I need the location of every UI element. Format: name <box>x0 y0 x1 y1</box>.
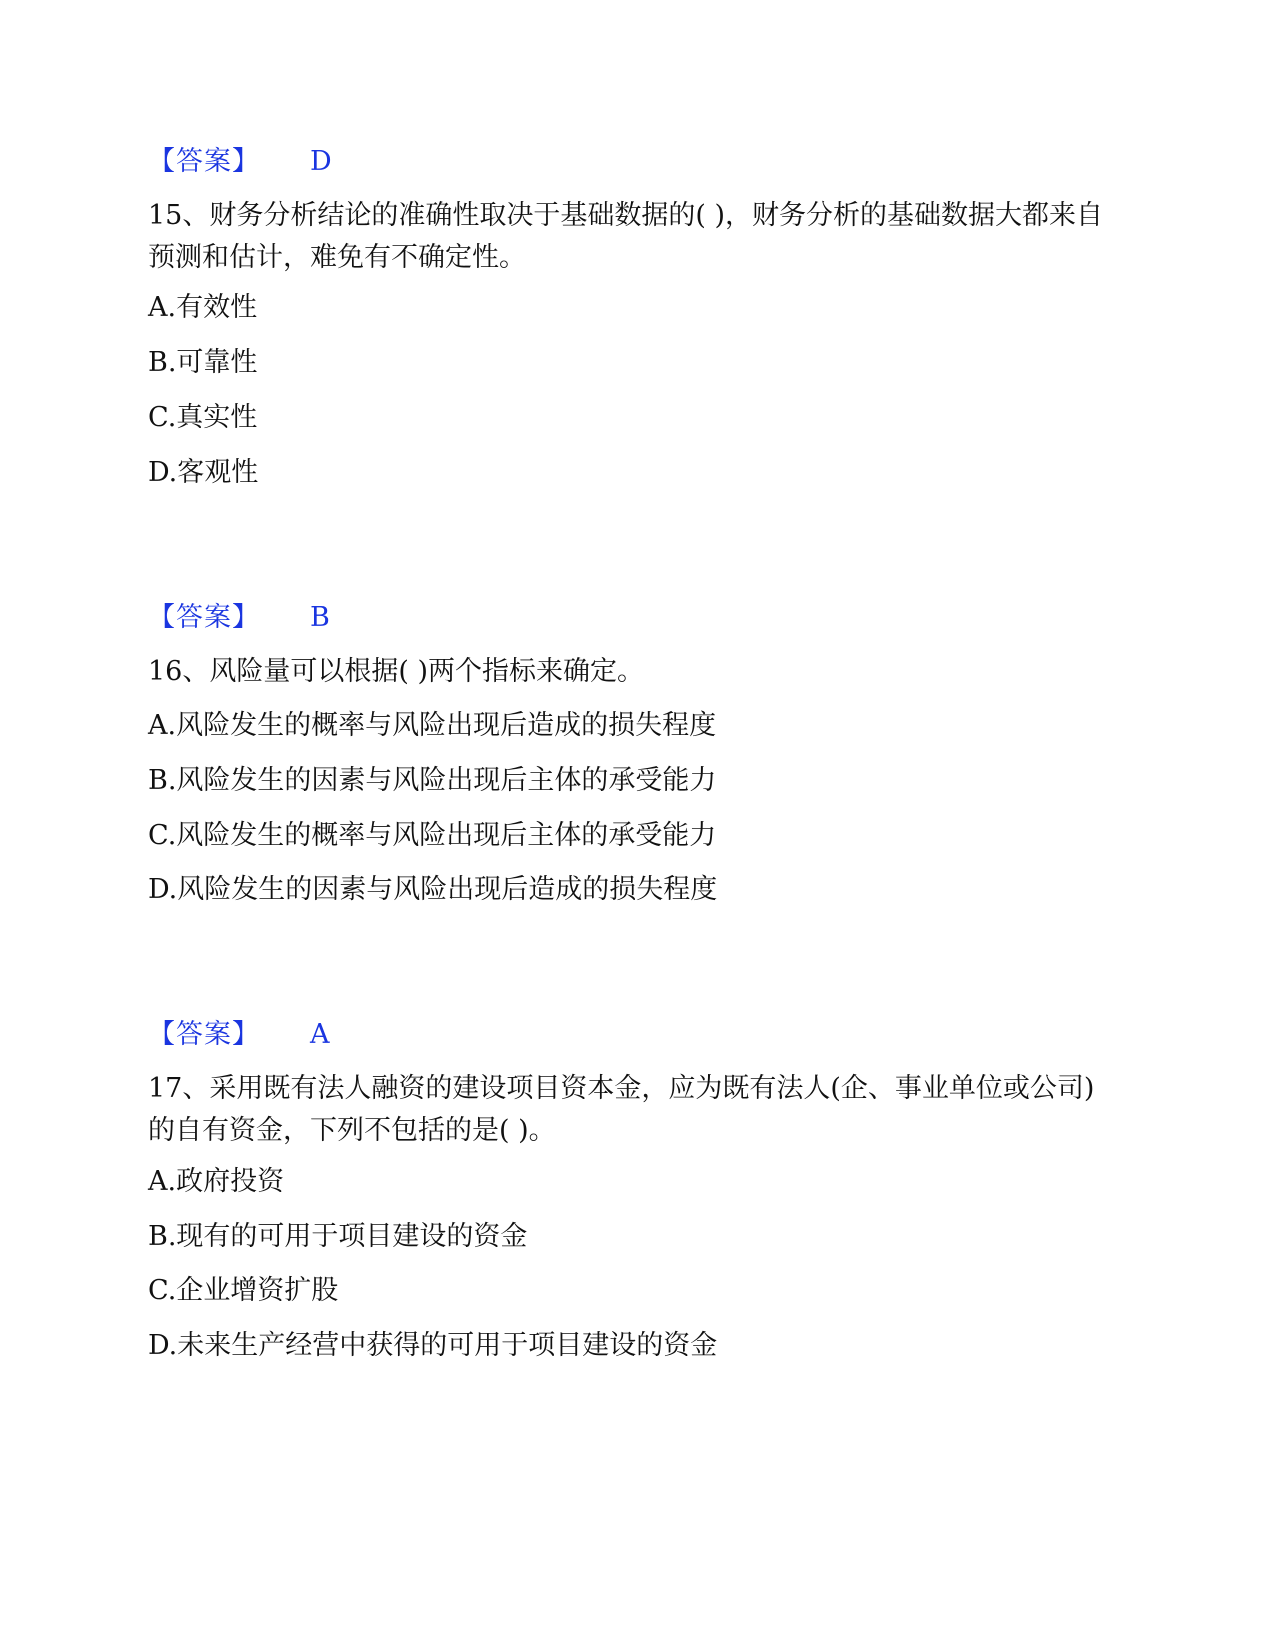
answer-line <box>148 1013 330 1057</box>
option-d: D.风险发生的因素与风险出现后造成的损失程度 <box>148 874 718 905</box>
option-b: B.风险发生的因素与风险出现后主体的承受能力 <box>148 765 717 796</box>
option-a: A.风险发生的概率与风险出现后造成的损失程度 <box>148 710 717 741</box>
answer-value: A <box>310 1019 330 1050</box>
answer-value: D <box>310 146 332 177</box>
option-a: A.有效性 <box>148 292 258 323</box>
option-b: B.可靠性 <box>148 347 258 378</box>
answer-label: 【答案】 <box>148 602 260 633</box>
answer-label: 【答案】 <box>148 1019 260 1050</box>
question-text: 17、采用既有法人融资的建设项目资本金，应为既有法人(企、事业单位或公司)的自有资金，下列不包括的是( )。 <box>148 1073 1095 1146</box>
answer-label: 【答案】 <box>148 146 260 177</box>
answer-line <box>148 140 332 184</box>
answer-line <box>148 596 330 640</box>
question-text: 15、财务分析结论的准确性取决于基础数据的( )，财务分析的基础数据大都来自预测和估计，难免有不确定性。 <box>148 200 1104 273</box>
question-text: 16、风险量可以根据( )两个指标来确定。 <box>148 656 645 687</box>
option-c: C.风险发生的概率与风险出现后主体的承受能力 <box>148 820 717 851</box>
option-c: C.企业增资扩股 <box>148 1275 339 1306</box>
option-b: B.现有的可用于项目建设的资金 <box>148 1221 528 1252</box>
option-d: D.客观性 <box>148 457 259 488</box>
option-c: C.真实性 <box>148 402 258 433</box>
answer-value: B <box>310 602 330 633</box>
option-d: D.未来生产经营中获得的可用于项目建设的资金 <box>148 1330 718 1361</box>
option-a: A.政府投资 <box>148 1166 285 1197</box>
